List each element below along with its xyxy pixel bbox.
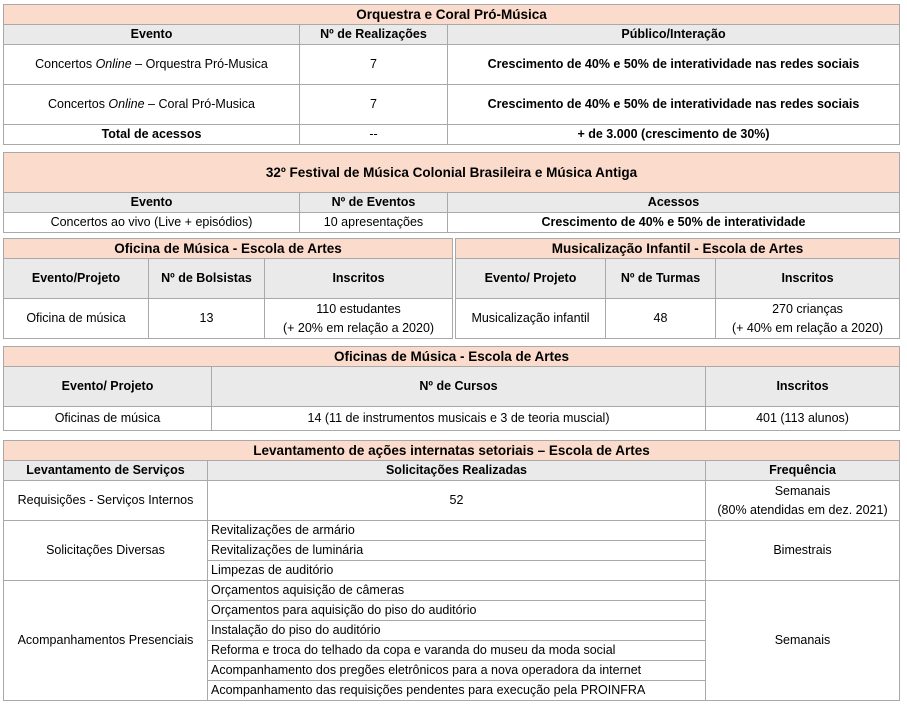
header-bolsistas: Nº de Bolsistas xyxy=(149,259,265,299)
header-evento: Evento xyxy=(4,193,300,213)
oficinas-title: Oficinas de Música - Escola de Artes xyxy=(4,347,900,367)
musicalizacao-table xyxy=(455,238,900,339)
requisicoes-value: 52 xyxy=(208,481,706,521)
orquestra-table xyxy=(3,4,900,145)
header-eventos: Nº de Eventos xyxy=(300,193,448,213)
header-acessos: Acessos xyxy=(448,193,900,213)
evento-cell: Concertos ao vivo (Live + episódios) xyxy=(4,213,300,233)
inscritos-cell: 110 estudantes (+ 20% em relação a 2020) xyxy=(265,299,453,339)
table-row xyxy=(4,299,453,339)
header-inscritos: Inscritos xyxy=(716,259,900,299)
evento-cell: Musicalização infantil xyxy=(456,299,606,339)
list-item: Instalação do piso do auditório xyxy=(208,621,706,641)
table-row xyxy=(4,481,900,521)
inscritos-cell: 270 crianças (+ 40% em relação a 2020) xyxy=(716,299,900,339)
diversas-label: Solicitações Diversas xyxy=(4,521,208,581)
header-turmas: Nº de Turmas xyxy=(606,259,716,299)
publico-cell: Crescimento de 40% e 50% de interatividade nas redes sociais xyxy=(448,45,900,85)
header-evento: Evento/ Projeto xyxy=(456,259,606,299)
requisicoes-freq: Semanais (80% atendidas em dez. 2021) xyxy=(706,481,900,521)
list-item: Orçamentos para aquisição do piso do auditório xyxy=(208,601,706,621)
header-inscritos: Inscritos xyxy=(265,259,453,299)
list-item: Acompanhamento dos pregões eletrônicos para a nova operadora da internet xyxy=(208,661,706,681)
total-label: Total de acessos xyxy=(4,125,300,145)
table-row xyxy=(4,213,900,233)
requisicoes-label: Requisições - Serviços Internos xyxy=(4,481,208,521)
table-row xyxy=(4,85,900,125)
levantamento-title: Levantamento de ações internatas setoriais – Escola de Artes xyxy=(4,441,900,461)
table-row xyxy=(456,299,900,339)
evento-cell: Oficina de música xyxy=(4,299,149,339)
list-item: Reforma e troca do telhado da copa e varanda do museu da moda social xyxy=(208,641,706,661)
list-item: Acompanhamento das requisições pendentes para execução pela PROINFRA xyxy=(208,681,706,701)
eventos-cell: 10 apresentações xyxy=(300,213,448,233)
header-servicos: Levantamento de Serviços xyxy=(4,461,208,481)
list-item: Revitalizações de luminária xyxy=(208,541,706,561)
header-frequencia: Frequência xyxy=(706,461,900,481)
presenciais-freq: Semanais xyxy=(706,581,900,701)
list-item: Limpezas de auditório xyxy=(208,561,706,581)
header-cursos: Nº de Cursos xyxy=(212,367,706,407)
realizacoes-cell: 7 xyxy=(300,85,448,125)
evento-cell: Oficinas de música xyxy=(4,407,212,431)
cursos-cell: 14 (11 de instrumentos musicais e 3 de teoria muscial) xyxy=(212,407,706,431)
header-realizacoes: Nº de Realizações xyxy=(300,25,448,45)
presenciais-label: Acompanhamentos Presenciais xyxy=(4,581,208,701)
total-realizacoes: -- xyxy=(300,125,448,145)
turmas-cell: 48 xyxy=(606,299,716,339)
musicalizacao-title: Musicalização Infantil - Escola de Artes xyxy=(456,239,900,259)
table-row xyxy=(4,45,900,85)
acessos-cell: Crescimento de 40% e 50% de interatividade xyxy=(448,213,900,233)
levantamento-table xyxy=(3,440,900,701)
evento-cell: Concertos Online – Coral Pró-Musica xyxy=(4,85,300,125)
header-evento: Evento/ Projeto xyxy=(4,367,212,407)
table-row xyxy=(4,407,900,431)
list-item: Orçamentos aquisição de câmeras xyxy=(208,581,706,601)
header-evento: Evento/Projeto xyxy=(4,259,149,299)
inscritos-cell: 401 (113 alunos) xyxy=(706,407,900,431)
total-row xyxy=(4,125,900,145)
evento-cell: Concertos Online – Orquestra Pró-Musica xyxy=(4,45,300,85)
header-evento: Evento xyxy=(4,25,300,45)
header-solicitacoes: Solicitações Realizadas xyxy=(208,461,706,481)
bolsistas-cell: 13 xyxy=(149,299,265,339)
table-row xyxy=(4,581,900,601)
list-item: Revitalizações de armário xyxy=(208,521,706,541)
table-row xyxy=(4,521,900,541)
publico-cell: Crescimento de 40% e 50% de interatividade nas redes sociais xyxy=(448,85,900,125)
header-publico: Público/Interação xyxy=(448,25,900,45)
oficinas-table xyxy=(3,346,900,431)
oficina-title: Oficina de Música - Escola de Artes xyxy=(4,239,453,259)
total-publico: + de 3.000 (crescimento de 30%) xyxy=(448,125,900,145)
orquestra-title: Orquestra e Coral Pró-Música xyxy=(4,5,900,25)
diversas-freq: Bimestrais xyxy=(706,521,900,581)
festival-title: 32º Festival de Música Colonial Brasileira e Música Antiga xyxy=(4,153,900,193)
oficina-table xyxy=(3,238,453,339)
festival-table xyxy=(3,152,900,233)
realizacoes-cell: 7 xyxy=(300,45,448,85)
header-inscritos: Inscritos xyxy=(706,367,900,407)
